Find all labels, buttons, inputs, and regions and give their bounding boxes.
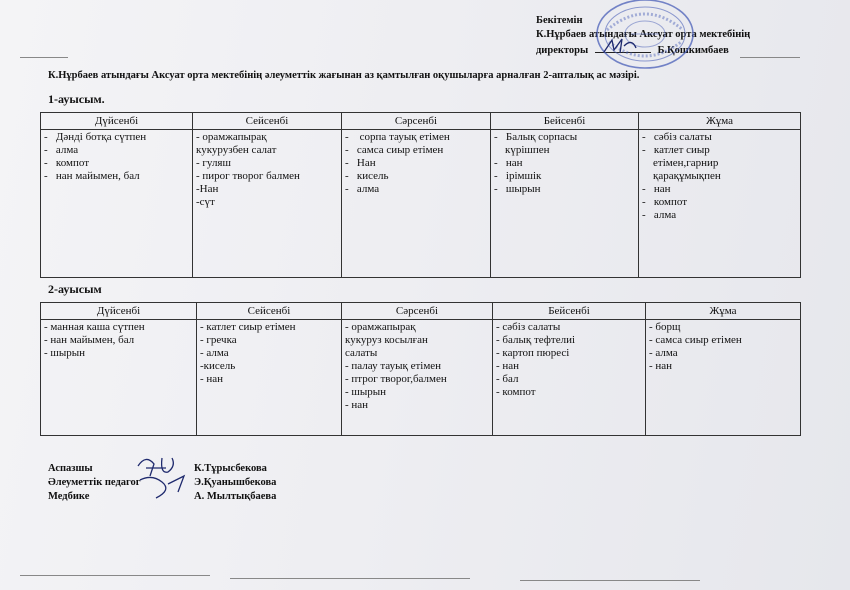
menu-item: - борщ [649,321,681,333]
shift2-day-tuesday: Сейсенбі [197,303,342,320]
shift1-wednesday-cell [342,130,491,278]
staff-name: А. Мылтықбаева [194,491,277,502]
staff-role: Медбике [48,491,90,502]
menu-item: - компот [642,196,687,208]
menu-item: - компот [44,157,89,169]
shift2-monday-cell [41,320,197,436]
menu-item: - нан [200,373,224,385]
shift1-day-wednesday: Сәрсенбі [342,113,491,130]
menu-item: етімен,гарнир [642,157,719,169]
menu-item: - Балық сорпасы [494,131,578,143]
menu-item: - Дәнді ботқа сүтпен [44,131,147,143]
menu-item: -сүт [196,196,215,208]
shift1-menu-table [40,112,801,278]
director-signature-icon [600,36,640,56]
shift2-menu-row [41,320,801,436]
menu-item: - нан майымен, бал [44,170,140,182]
menu-item: - катлет сиыр етімен [200,321,296,333]
menu-item: - гуляш [196,157,231,169]
page-rule [20,575,210,576]
shift1-header-row [41,113,801,130]
menu-item: - картоп пюресі [496,347,570,359]
page-rule [740,57,800,58]
shift2-thursday-cell [493,320,646,436]
menu-item: - шырын [44,347,86,359]
menu-item: - нан [649,360,673,372]
menu-item: кукурузбен салат [196,144,277,156]
approval-director-label: директоры [536,45,589,56]
menu-item: - орамжапырақ [196,131,267,143]
shift2-day-friday: Жұма [646,303,801,320]
page-rule [520,580,700,581]
shift1-menu-row [41,130,801,278]
menu-item: - алма [200,347,229,359]
menu-item: - шырын [345,386,387,398]
menu-item: - кисель [345,170,389,182]
menu-item: кукуруз косылған [345,334,428,346]
staff-role: Әлеуметтік педагог [48,477,141,488]
shift2-menu-table [40,302,801,436]
shift2-header-row [41,303,801,320]
menu-item: - самса сиыр етімен [649,334,742,346]
menu-item: салаты [345,347,378,359]
menu-item: - нан [642,183,671,195]
page-rule [20,57,68,58]
shift1-friday-cell [639,130,801,278]
menu-item: - алма [649,347,678,359]
menu-item: - сәбіз салаты [642,131,712,143]
shift1-day-tuesday: Сейсенбі [193,113,342,130]
approval-heading: Бекітемін [536,15,583,26]
approval-school: К.Нұрбаев атындағы Аксуат орта мектебінің [536,29,751,40]
menu-item: -кисель [200,360,236,372]
menu-item: -Нан [196,183,219,195]
approval-director-name: Б.Қошкимбаев [657,45,729,56]
menu-item: - Нан [345,157,376,169]
shift1-thursday-cell [491,130,639,278]
menu-item: - компот [496,386,536,398]
shift2-wednesday-cell [342,320,493,436]
menu-item: - пирог творог балмен [196,170,300,182]
menu-item: - катлет сиыр [642,144,710,156]
shift2-day-thursday: Бейсенбі [493,303,646,320]
shift1-day-friday: Жұма [639,113,801,130]
shift1-day-monday: Дүйсенбі [41,113,193,130]
menu-item: - алма [642,209,677,221]
shift2-label: 2-ауысым [48,282,102,296]
staff-signature-icon [132,446,192,504]
shift1-day-thursday: Бейсенбі [491,113,639,130]
menu-item: - алма [345,183,380,195]
menu-item: - сәбіз салаты [496,321,561,333]
menu-item: - манная каша сүтпен [44,321,145,333]
menu-item: - палау тауық етімен [345,360,442,372]
menu-item: - нан [496,360,520,372]
menu-item: - шырын [494,183,541,195]
menu-item: - гречка [200,334,237,346]
menu-item: - нан [345,399,369,411]
menu-item: - ірімшік [494,170,542,182]
menu-item: - птрог творог,балмен [345,373,447,385]
menu-item: - орамжапырақ [345,321,416,333]
menu-item: - нан майымен, бал [44,334,135,346]
document-title: К.Нұрбаев атындағы Аксуат орта мектебінің әлеуметтік жағынан аз қамтылған оқушыларға арналған 2-апталық ас мәзірі. [48,70,640,81]
menu-item: - алма [44,144,79,156]
shift1-tuesday-cell [193,130,342,278]
shift2-friday-cell [646,320,801,436]
menu-item: күрішпен [494,144,550,156]
menu-item: - балық тефтелиі [496,334,576,346]
shift2-day-monday: Дүйсенбі [41,303,197,320]
shift1-label: 1-ауысым. [48,92,105,106]
shift2-day-wednesday: Сәрсенбі [342,303,493,320]
menu-item: - сорпа тауық етімен [345,131,450,143]
staff-name: К.Тұрысбекова [194,463,267,474]
menu-item: қарақұмықпен [642,170,721,182]
menu-item: - самса сиыр етімен [345,144,444,156]
page-rule [230,578,470,579]
shift2-tuesday-cell [197,320,342,436]
staff-role: Аспазшы [48,463,93,474]
menu-item: - бал [496,373,519,385]
staff-name: Э.Қуанышбекова [194,477,277,488]
shift1-monday-cell [41,130,193,278]
menu-item: - нан [494,157,523,169]
